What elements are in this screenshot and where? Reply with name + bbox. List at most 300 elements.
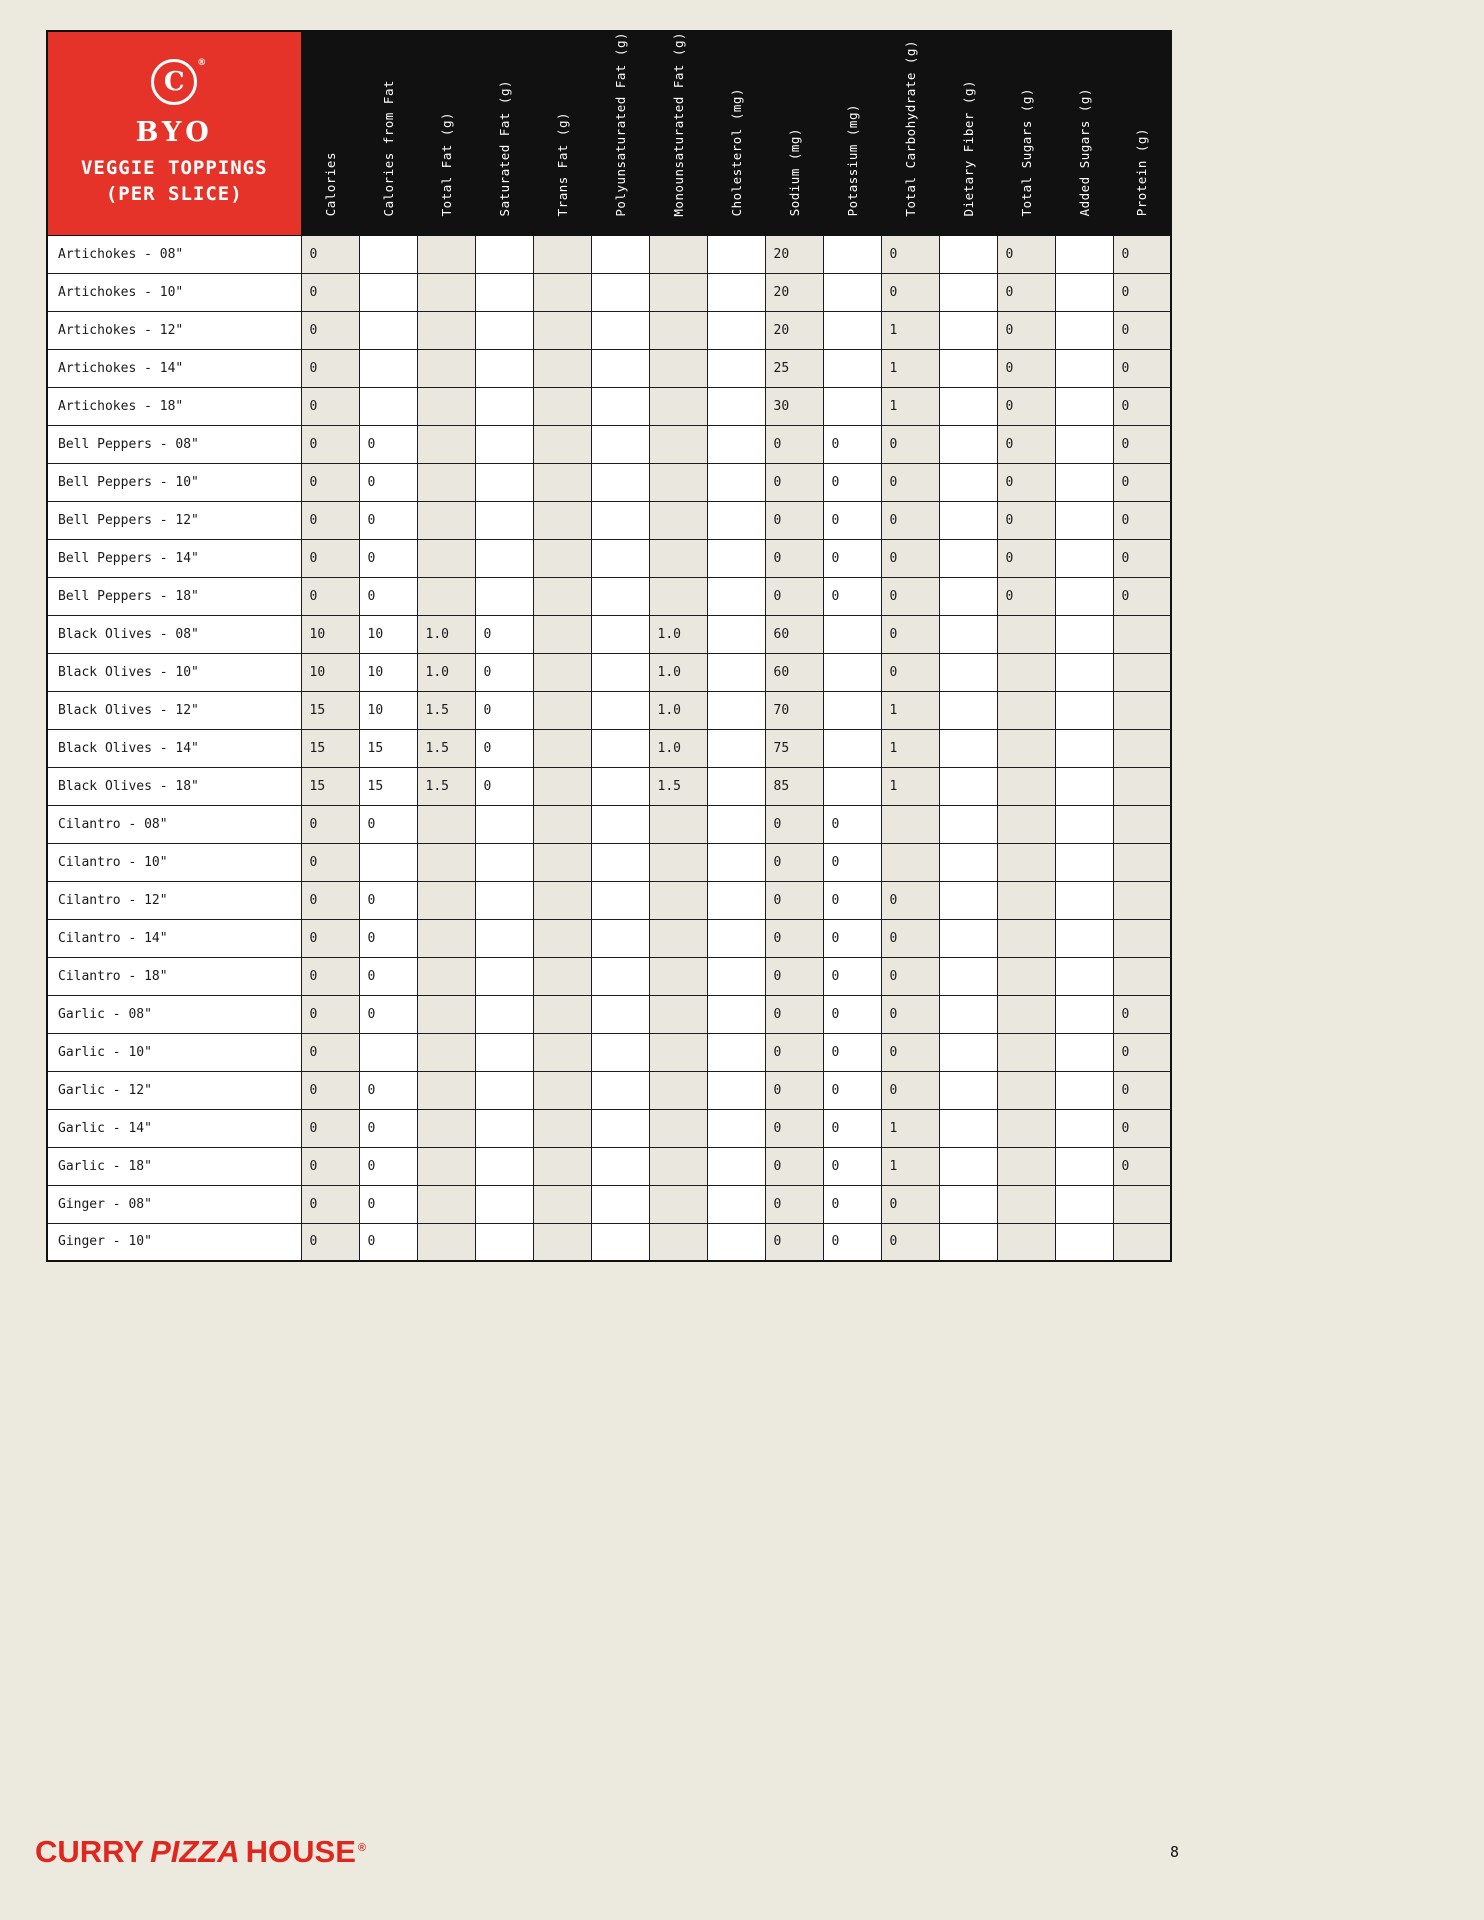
value-cell: 1.0	[649, 615, 707, 653]
value-cell: 0	[301, 881, 359, 919]
value-cell	[1055, 615, 1113, 653]
value-cell: 0	[359, 501, 417, 539]
value-cell: 0	[1113, 235, 1171, 273]
value-cell: 60	[765, 615, 823, 653]
value-cell	[939, 995, 997, 1033]
row-label: Black Olives - 14"	[47, 729, 301, 767]
table-row	[47, 691, 1171, 729]
column-header	[649, 31, 707, 235]
value-cell	[591, 805, 649, 843]
column-header	[707, 31, 765, 235]
value-cell	[1055, 273, 1113, 311]
value-cell: 1	[881, 1147, 939, 1185]
value-cell: 0	[765, 881, 823, 919]
table-row	[47, 501, 1171, 539]
value-cell: 70	[765, 691, 823, 729]
value-cell	[475, 425, 533, 463]
value-cell: 0	[765, 1071, 823, 1109]
table-row	[47, 1185, 1171, 1223]
value-cell: 10	[359, 691, 417, 729]
value-cell	[533, 273, 591, 311]
value-cell	[1055, 881, 1113, 919]
value-cell	[707, 995, 765, 1033]
value-cell	[1055, 1185, 1113, 1223]
table-row	[47, 1223, 1171, 1261]
value-cell	[475, 387, 533, 425]
value-cell	[591, 1071, 649, 1109]
value-cell	[997, 1223, 1055, 1261]
row-label: Bell Peppers - 08"	[47, 425, 301, 463]
value-cell	[649, 425, 707, 463]
footer-brand-word2: PIZZA	[150, 1834, 240, 1869]
value-cell	[707, 539, 765, 577]
value-cell	[591, 273, 649, 311]
value-cell: 0	[301, 539, 359, 577]
value-cell	[591, 653, 649, 691]
value-cell	[707, 957, 765, 995]
value-cell	[707, 729, 765, 767]
value-cell: 0	[301, 1071, 359, 1109]
value-cell: 0	[823, 1185, 881, 1223]
value-cell	[1055, 767, 1113, 805]
value-cell	[707, 919, 765, 957]
value-cell	[1055, 691, 1113, 729]
value-cell	[1055, 729, 1113, 767]
column-header-label: Total Sugars (g)	[1018, 88, 1034, 217]
value-cell: 0	[997, 349, 1055, 387]
value-cell	[591, 501, 649, 539]
value-cell: 0	[881, 235, 939, 273]
value-cell	[823, 273, 881, 311]
column-header	[881, 31, 939, 235]
value-cell: 10	[359, 653, 417, 691]
value-cell	[707, 1223, 765, 1261]
value-cell: 0	[881, 1071, 939, 1109]
value-cell: 0	[301, 463, 359, 501]
value-cell: 0	[765, 1033, 823, 1071]
value-cell: 1	[881, 729, 939, 767]
value-cell: 1.5	[417, 729, 475, 767]
value-cell	[591, 729, 649, 767]
footer-brand-word1: CURRY	[35, 1834, 145, 1869]
table-title-line3: (PER SLICE)	[105, 182, 243, 205]
value-cell	[417, 805, 475, 843]
value-cell	[939, 501, 997, 539]
row-label: Bell Peppers - 12"	[47, 501, 301, 539]
value-cell: 0	[301, 919, 359, 957]
value-cell	[823, 349, 881, 387]
value-cell	[997, 957, 1055, 995]
value-cell	[649, 501, 707, 539]
value-cell	[997, 843, 1055, 881]
value-cell	[649, 919, 707, 957]
value-cell	[707, 311, 765, 349]
value-cell	[591, 843, 649, 881]
value-cell: 30	[765, 387, 823, 425]
value-cell	[823, 653, 881, 691]
value-cell: 0	[823, 1071, 881, 1109]
value-cell: 15	[359, 729, 417, 767]
value-cell	[939, 1147, 997, 1185]
value-cell	[707, 235, 765, 273]
value-cell	[533, 349, 591, 387]
column-header	[823, 31, 881, 235]
value-cell	[591, 1185, 649, 1223]
column-header-label: Sodium (mg)	[786, 128, 802, 217]
value-cell	[417, 501, 475, 539]
value-cell	[707, 425, 765, 463]
value-cell	[649, 1033, 707, 1071]
value-cell	[1113, 615, 1171, 653]
value-cell	[707, 387, 765, 425]
value-cell	[649, 1147, 707, 1185]
value-cell	[591, 387, 649, 425]
value-cell: 1.5	[417, 691, 475, 729]
value-cell	[359, 387, 417, 425]
value-cell	[997, 1185, 1055, 1223]
row-label: Artichokes - 18"	[47, 387, 301, 425]
row-label: Cilantro - 18"	[47, 957, 301, 995]
value-cell	[939, 1109, 997, 1147]
value-cell	[591, 881, 649, 919]
value-cell	[939, 311, 997, 349]
row-label: Artichokes - 12"	[47, 311, 301, 349]
value-cell: 60	[765, 653, 823, 691]
column-header	[475, 31, 533, 235]
value-cell	[591, 1147, 649, 1185]
value-cell	[1113, 691, 1171, 729]
value-cell	[939, 425, 997, 463]
value-cell: 0	[997, 273, 1055, 311]
value-cell	[533, 311, 591, 349]
value-cell: 0	[359, 995, 417, 1033]
table-row	[47, 805, 1171, 843]
value-cell	[417, 1071, 475, 1109]
column-header	[939, 31, 997, 235]
value-cell	[591, 235, 649, 273]
row-label: Black Olives - 18"	[47, 767, 301, 805]
value-cell	[533, 1071, 591, 1109]
value-cell	[1055, 1071, 1113, 1109]
column-header	[359, 31, 417, 235]
value-cell: 0	[301, 577, 359, 615]
table-row	[47, 1033, 1171, 1071]
value-cell: 1.5	[649, 767, 707, 805]
value-cell	[475, 843, 533, 881]
value-cell	[591, 691, 649, 729]
value-cell: 0	[301, 843, 359, 881]
value-cell	[707, 273, 765, 311]
value-cell	[707, 1071, 765, 1109]
value-cell: 0	[881, 273, 939, 311]
value-cell: 0	[823, 805, 881, 843]
table-row	[47, 273, 1171, 311]
value-cell	[591, 539, 649, 577]
value-cell: 0	[359, 1223, 417, 1261]
value-cell	[649, 1223, 707, 1261]
value-cell: 0	[997, 235, 1055, 273]
table-row	[47, 1071, 1171, 1109]
row-label: Garlic - 10"	[47, 1033, 301, 1071]
column-header	[1113, 31, 1171, 235]
value-cell: 0	[1113, 349, 1171, 387]
value-cell: 15	[301, 691, 359, 729]
value-cell	[417, 1147, 475, 1185]
column-header-label: Saturated Fat (g)	[496, 80, 512, 217]
table-row	[47, 311, 1171, 349]
value-cell	[1055, 235, 1113, 273]
table-row	[47, 349, 1171, 387]
value-cell	[475, 273, 533, 311]
value-cell: 0	[765, 425, 823, 463]
value-cell	[939, 691, 997, 729]
value-cell: 0	[359, 1147, 417, 1185]
value-cell: 75	[765, 729, 823, 767]
value-cell	[1113, 1223, 1171, 1261]
table-title-byo: BYO	[135, 117, 213, 149]
row-label: Garlic - 08"	[47, 995, 301, 1033]
value-cell: 0	[301, 1223, 359, 1261]
value-cell	[707, 881, 765, 919]
value-cell	[475, 919, 533, 957]
value-cell	[591, 425, 649, 463]
value-cell	[881, 805, 939, 843]
value-cell	[939, 387, 997, 425]
value-cell: 0	[359, 1185, 417, 1223]
column-header	[417, 31, 475, 235]
value-cell: 0	[765, 805, 823, 843]
value-cell	[533, 463, 591, 501]
value-cell: 0	[359, 805, 417, 843]
value-cell	[533, 577, 591, 615]
value-cell: 0	[301, 1147, 359, 1185]
value-cell	[939, 615, 997, 653]
value-cell: 0	[475, 691, 533, 729]
row-label: Cilantro - 14"	[47, 919, 301, 957]
value-cell	[1113, 653, 1171, 691]
value-cell: 0	[881, 501, 939, 539]
value-cell	[939, 273, 997, 311]
value-cell	[997, 767, 1055, 805]
value-cell: 25	[765, 349, 823, 387]
value-cell: 0	[1113, 1033, 1171, 1071]
value-cell: 1.0	[417, 653, 475, 691]
value-cell	[417, 463, 475, 501]
column-header-label: Monounsaturated Fat (g)	[670, 32, 686, 217]
value-cell: 0	[301, 387, 359, 425]
value-cell: 0	[1113, 273, 1171, 311]
column-header-label: Added Sugars (g)	[1076, 88, 1092, 217]
value-cell	[649, 843, 707, 881]
value-cell	[649, 1185, 707, 1223]
table-title-line2: VEGGIE TOPPINGS	[80, 157, 268, 180]
value-cell	[939, 577, 997, 615]
value-cell	[939, 1033, 997, 1071]
value-cell: 0	[881, 957, 939, 995]
value-cell	[997, 691, 1055, 729]
value-cell	[417, 1185, 475, 1223]
value-cell	[649, 311, 707, 349]
value-cell: 0	[301, 805, 359, 843]
value-cell: 0	[881, 653, 939, 691]
value-cell	[417, 957, 475, 995]
value-cell	[939, 349, 997, 387]
value-cell: 1.0	[649, 729, 707, 767]
value-cell	[707, 843, 765, 881]
value-cell	[823, 615, 881, 653]
value-cell	[997, 1033, 1055, 1071]
value-cell: 0	[359, 1071, 417, 1109]
value-cell: 0	[301, 235, 359, 273]
value-cell: 0	[1113, 425, 1171, 463]
value-cell	[417, 881, 475, 919]
value-cell: 0	[301, 1109, 359, 1147]
value-cell	[1055, 843, 1113, 881]
table-row	[47, 577, 1171, 615]
column-header	[1055, 31, 1113, 235]
value-cell	[591, 995, 649, 1033]
value-cell	[1055, 919, 1113, 957]
value-cell	[1055, 805, 1113, 843]
value-cell: 0	[823, 463, 881, 501]
value-cell	[417, 387, 475, 425]
value-cell	[707, 577, 765, 615]
value-cell	[533, 691, 591, 729]
value-cell	[707, 653, 765, 691]
value-cell	[533, 235, 591, 273]
value-cell: 0	[997, 463, 1055, 501]
value-cell: 0	[765, 577, 823, 615]
value-cell: 0	[823, 1109, 881, 1147]
value-cell: 0	[475, 729, 533, 767]
value-cell	[1055, 957, 1113, 995]
value-cell	[997, 919, 1055, 957]
value-cell	[533, 881, 591, 919]
value-cell: 0	[301, 957, 359, 995]
value-cell: 15	[301, 767, 359, 805]
value-cell	[1055, 311, 1113, 349]
value-cell	[533, 995, 591, 1033]
value-cell	[649, 387, 707, 425]
value-cell	[1113, 957, 1171, 995]
value-cell: 0	[765, 1147, 823, 1185]
value-cell	[533, 501, 591, 539]
value-cell	[1055, 463, 1113, 501]
value-cell: 0	[359, 919, 417, 957]
value-cell	[591, 1223, 649, 1261]
value-cell	[939, 1071, 997, 1109]
value-cell	[939, 653, 997, 691]
value-cell: 0	[1113, 1071, 1171, 1109]
table-row	[47, 1109, 1171, 1147]
value-cell: 0	[765, 919, 823, 957]
table-row	[47, 767, 1171, 805]
value-cell	[1113, 1185, 1171, 1223]
value-cell	[1055, 349, 1113, 387]
value-cell	[649, 577, 707, 615]
value-cell: 10	[359, 615, 417, 653]
value-cell: 0	[765, 957, 823, 995]
row-label: Garlic - 14"	[47, 1109, 301, 1147]
value-cell	[707, 1185, 765, 1223]
value-cell: 0	[881, 1033, 939, 1071]
value-cell	[417, 235, 475, 273]
table-brand-cell	[47, 31, 301, 235]
table-row	[47, 729, 1171, 767]
footer-brand-logo	[35, 1834, 366, 1870]
value-cell	[1055, 1033, 1113, 1071]
value-cell	[881, 843, 939, 881]
value-cell	[707, 349, 765, 387]
value-cell	[591, 463, 649, 501]
value-cell: 0	[301, 501, 359, 539]
value-cell: 0	[881, 1223, 939, 1261]
value-cell	[475, 235, 533, 273]
value-cell: 0	[823, 843, 881, 881]
table-row	[47, 425, 1171, 463]
value-cell	[591, 577, 649, 615]
value-cell	[1055, 387, 1113, 425]
value-cell	[533, 1109, 591, 1147]
row-label: Ginger - 08"	[47, 1185, 301, 1223]
value-cell	[591, 1109, 649, 1147]
value-cell	[1055, 653, 1113, 691]
value-cell: 0	[301, 1033, 359, 1071]
value-cell	[533, 387, 591, 425]
value-cell: 0	[997, 501, 1055, 539]
value-cell	[707, 767, 765, 805]
value-cell: 85	[765, 767, 823, 805]
value-cell	[475, 1071, 533, 1109]
column-header	[765, 31, 823, 235]
value-cell: 0	[1113, 387, 1171, 425]
value-cell: 0	[1113, 501, 1171, 539]
value-cell	[1113, 729, 1171, 767]
value-cell: 0	[823, 539, 881, 577]
value-cell	[1055, 1147, 1113, 1185]
value-cell	[649, 463, 707, 501]
value-cell: 0	[823, 1147, 881, 1185]
column-header	[533, 31, 591, 235]
value-cell	[939, 919, 997, 957]
value-cell: 0	[475, 653, 533, 691]
value-cell	[939, 729, 997, 767]
value-cell: 0	[1113, 1147, 1171, 1185]
row-label: Black Olives - 12"	[47, 691, 301, 729]
value-cell	[939, 881, 997, 919]
row-label: Garlic - 18"	[47, 1147, 301, 1185]
value-cell	[997, 1071, 1055, 1109]
column-header-label: Trans Fat (g)	[554, 112, 570, 217]
value-cell	[1055, 1109, 1113, 1147]
value-cell: 0	[765, 1109, 823, 1147]
value-cell: 0	[881, 539, 939, 577]
value-cell: 0	[881, 1185, 939, 1223]
value-cell: 0	[881, 577, 939, 615]
value-cell: 0	[881, 881, 939, 919]
value-cell	[475, 311, 533, 349]
value-cell	[417, 539, 475, 577]
value-cell	[997, 653, 1055, 691]
value-cell	[997, 805, 1055, 843]
value-cell	[533, 957, 591, 995]
row-label: Artichokes - 08"	[47, 235, 301, 273]
value-cell	[417, 577, 475, 615]
value-cell: 0	[475, 615, 533, 653]
value-cell	[1055, 995, 1113, 1033]
footer-brand-word3: HOUSE	[245, 1834, 356, 1869]
value-cell	[823, 235, 881, 273]
